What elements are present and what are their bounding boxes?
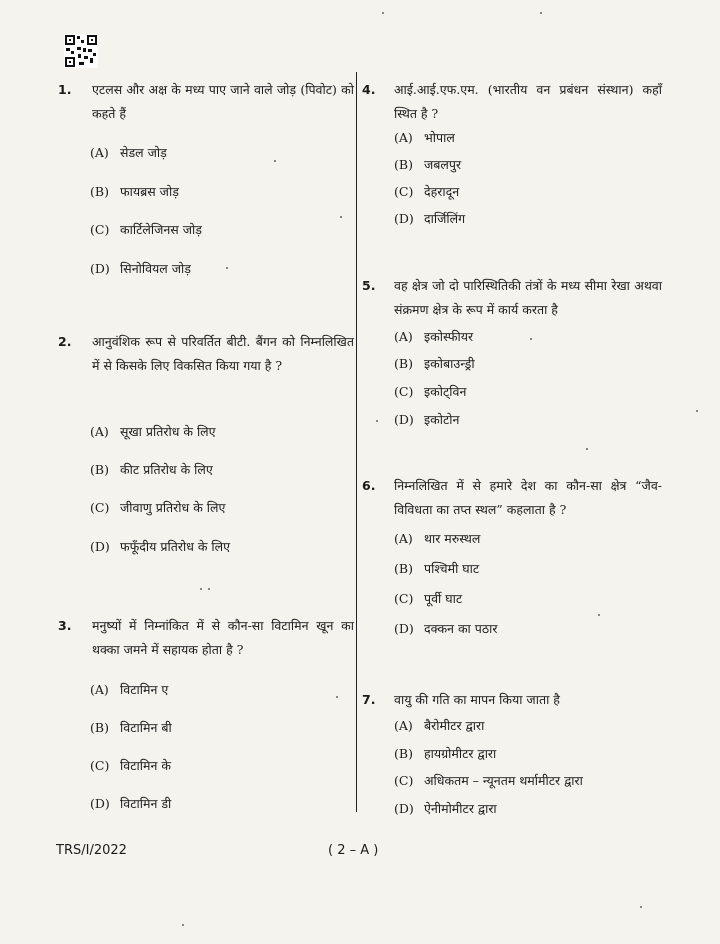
- question-text: वायु की गति का मापन किया जाता है: [394, 692, 560, 707]
- option-label: (A): [394, 329, 413, 344]
- option-label: (B): [394, 746, 413, 761]
- option-6d[interactable]: [394, 620, 498, 637]
- option-label: (D): [394, 801, 414, 816]
- question-text: निम्नलिखित में से हमारे देश का कौन-सा क्षेत्र “जैव-विविधता का तप्त स्थल” कहलाता है ?: [394, 478, 662, 517]
- option-4b[interactable]: [394, 156, 461, 173]
- question-number: 1.: [58, 82, 72, 97]
- option-text: विटामिन डी: [120, 796, 172, 811]
- option-text: कार्टिलेजिनस जोड़: [120, 222, 202, 237]
- option-label: (A): [394, 531, 413, 546]
- option-5b[interactable]: [394, 355, 475, 372]
- option-6c[interactable]: [394, 590, 462, 607]
- option-text: हायग्रोमीटर द्वारा: [424, 746, 497, 761]
- option-text: पश्चिमी घाट: [424, 561, 480, 576]
- option-7b[interactable]: [394, 745, 496, 762]
- option-text: इकोस्फीयर: [424, 329, 474, 344]
- option-2a[interactable]: [90, 423, 216, 440]
- option-label: (C): [394, 773, 414, 788]
- option-text: पूर्वी घाट: [424, 591, 463, 606]
- scan-speck: [376, 420, 378, 422]
- option-text: सेडल जोड़: [120, 145, 167, 160]
- scan-speck: [208, 588, 210, 590]
- option-label: (C): [90, 758, 110, 773]
- option-text: ऐनीमोमीटर द्वारा: [424, 801, 497, 816]
- option-text: दार्जिलिंग: [424, 211, 466, 226]
- scan-speck: [586, 448, 588, 450]
- option-1d[interactable]: [90, 260, 191, 277]
- question-text: मनुष्यों में निम्नांकित में से कौन-सा विटामिन खून का थक्का जमने में सहायक होता है ?: [92, 618, 354, 657]
- option-text: जीवाणु प्रतिरोध के लिए: [120, 500, 226, 515]
- option-text: दक्कन का पठार: [424, 621, 498, 636]
- option-text: फायब्रस जोड़: [120, 184, 179, 199]
- option-7a[interactable]: [394, 717, 484, 734]
- column-divider: [356, 72, 357, 812]
- option-7d[interactable]: [394, 800, 497, 817]
- option-text: बैरोमीटर द्वारा: [424, 718, 485, 733]
- scan-speck: [530, 338, 532, 340]
- scan-speck: [540, 12, 542, 14]
- option-label: (A): [90, 682, 109, 697]
- option-label: (B): [394, 561, 413, 576]
- option-label: (D): [90, 261, 110, 276]
- question-number: 5.: [362, 278, 376, 293]
- option-label: (B): [394, 157, 413, 172]
- question-number: 2.: [58, 334, 72, 349]
- option-label: (B): [90, 462, 109, 477]
- option-1b[interactable]: [90, 183, 179, 200]
- option-label: (A): [394, 130, 413, 145]
- question-text: आनुवंशिक रूप से परिवर्तित बीटी. बैंगन को निम्नलिखित में से किसके लिए विकसित किया गया है ?: [92, 334, 354, 373]
- option-text: विटामिन ए: [120, 682, 169, 697]
- scan-speck: [182, 924, 184, 926]
- option-label: (C): [394, 384, 414, 399]
- option-2d[interactable]: [90, 538, 230, 555]
- question-number: 4.: [362, 82, 376, 97]
- scan-speck: [226, 267, 228, 269]
- scan-speck: [382, 12, 384, 14]
- option-4c[interactable]: [394, 183, 459, 200]
- option-label: (C): [90, 222, 110, 237]
- option-2b[interactable]: [90, 461, 213, 478]
- option-text: थार मरुस्थल: [424, 531, 481, 546]
- option-label: (D): [90, 796, 110, 811]
- question-number: 3.: [58, 618, 72, 633]
- option-text: कीट प्रतिरोध के लिए: [120, 462, 213, 477]
- option-label: (D): [90, 539, 110, 554]
- option-5d[interactable]: [394, 411, 459, 428]
- option-label: (B): [394, 356, 413, 371]
- option-label: (A): [90, 145, 109, 160]
- option-text: विटामिन के: [120, 758, 171, 773]
- question-text: आई.आई.एफ.एम. (भारतीय वन प्रबंधन संस्थान) कहाँ स्थित है ?: [394, 82, 662, 121]
- question-number: 7.: [362, 692, 376, 707]
- option-3c[interactable]: [90, 757, 171, 774]
- option-3a[interactable]: [90, 681, 168, 698]
- option-text: फफूँदीय प्रतिरोध के लिए: [120, 539, 231, 554]
- option-text: सिनोवियल जोड़: [120, 261, 191, 276]
- question-number: 6.: [362, 478, 376, 493]
- option-text: जबलपुर: [424, 157, 462, 172]
- option-text: इकोबाउन्ड्री: [424, 356, 475, 371]
- option-label: (D): [394, 211, 414, 226]
- option-6a[interactable]: [394, 530, 480, 547]
- option-label: (C): [394, 184, 414, 199]
- scan-speck: [640, 906, 642, 908]
- option-label: (A): [394, 718, 413, 733]
- option-text: इकोटोन: [424, 412, 460, 427]
- option-label: (C): [90, 500, 110, 515]
- question-text: वह क्षेत्र जो दो पारिस्थितिकी तंत्रों के मध्य सीमा रेखा अथवा संक्रमण क्षेत्र के रूप में कार्य करता है: [394, 278, 662, 317]
- scan-speck: [274, 160, 276, 162]
- scan-speck: [340, 216, 342, 218]
- option-label: (D): [394, 412, 414, 427]
- option-label: (D): [394, 621, 414, 636]
- option-5c[interactable]: [394, 383, 466, 400]
- qr-code-icon: [64, 34, 98, 68]
- option-text: इकोट्विन: [424, 384, 467, 399]
- option-6b[interactable]: [394, 560, 479, 577]
- page-number: ( 2 – A ): [328, 843, 379, 858]
- scan-speck: [696, 410, 698, 412]
- option-label: (B): [90, 184, 109, 199]
- option-label: (C): [394, 591, 414, 606]
- option-label: (A): [90, 424, 109, 439]
- option-text: देहरादून: [424, 184, 460, 199]
- option-3d[interactable]: [90, 795, 171, 812]
- option-1a[interactable]: [90, 144, 167, 161]
- option-1c[interactable]: [90, 221, 202, 238]
- option-4a[interactable]: [394, 129, 455, 146]
- option-4d[interactable]: [394, 210, 465, 227]
- scan-speck: [336, 696, 338, 698]
- scan-speck: [598, 614, 600, 616]
- option-text: भोपाल: [424, 130, 455, 145]
- option-5a[interactable]: [394, 328, 473, 345]
- scan-speck: [200, 588, 202, 590]
- option-text: विटामिन बी: [120, 720, 172, 735]
- question-text: एटलस और अक्ष के मध्य पाए जाने वाले जोड़ (पिवोट) को कहते हैं: [92, 82, 354, 121]
- paper-code: TRS/I/2022: [56, 843, 127, 858]
- option-label: (B): [90, 720, 109, 735]
- option-2c[interactable]: [90, 499, 225, 516]
- option-text: अधिकतम – न्यूनतम थर्मामीटर द्वारा: [424, 773, 583, 788]
- option-7c[interactable]: [394, 772, 583, 789]
- option-text: सूखा प्रतिरोध के लिए: [120, 424, 216, 439]
- option-3b[interactable]: [90, 719, 172, 736]
